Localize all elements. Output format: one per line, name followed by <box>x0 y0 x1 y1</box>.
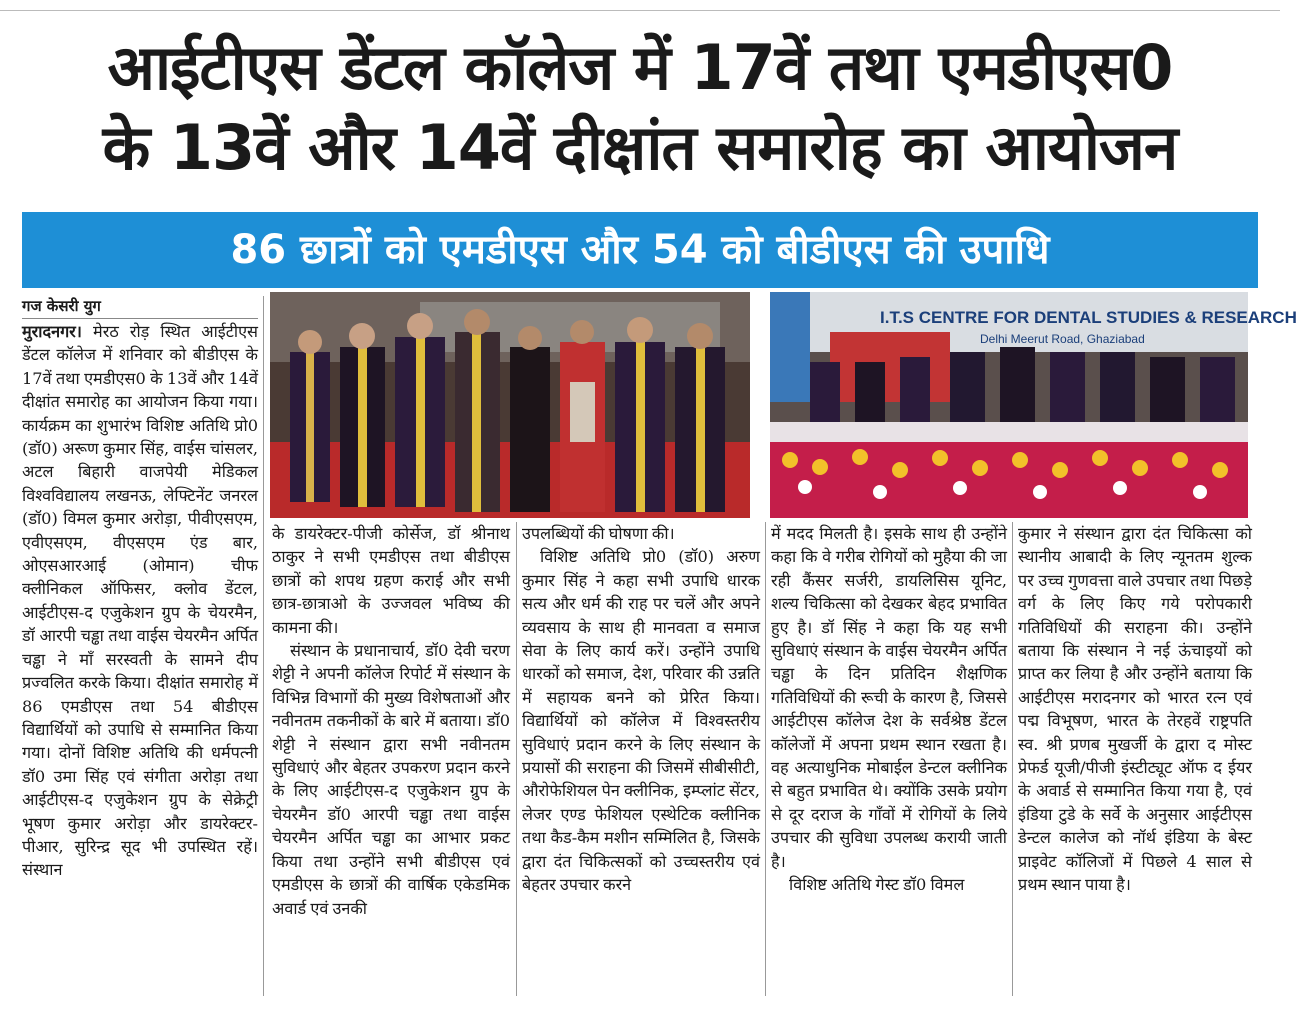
article-column-4 <box>771 522 1007 897</box>
ceremony-photo-icon <box>270 292 750 518</box>
column-divider-1 <box>263 296 264 996</box>
col4-paragraph-2: विशिष्ट अतिथि गेस्ट डॉ0 विमल <box>789 875 965 895</box>
headline-line-2: के 13वें और 14वें दीक्षांत समारोह का आयोजन <box>102 111 1178 184</box>
column-divider-4 <box>1012 522 1013 996</box>
article-column-5 <box>1018 522 1252 897</box>
col2-paragraph-1: के डायरेक्टर-पीजी कोर्सेज, डॉ श्रीनाथ ठाकुर ने सभी एमडीएस तथा बीडीएस छात्रों को शपथ ग्रहण कराई और सभी छात्र-छात्राओ के उज्जवल भविष्य की कामना की। <box>272 524 510 637</box>
ceremony-photo-left <box>270 292 750 518</box>
byline: गज केसरी युग <box>22 296 258 319</box>
col3-paragraph-2: विशिष्ट अतिथि प्रो0 (डॉ0) अरुण कुमार सिंह ने कहा सभी उपाधि धारक सत्य और धर्म की राह पर चलें और अपने व्यवसाय के साथ ही मानवता व समाज सेवा के लिए कार्य करें। उन्होंने उपाधि धारकों को समाज, देश, परिवार की उन्नति में सहायक बनने को प्रेरित किया। विद्यार्थियों को कॉलेज में विश्वस्तरीय सुविधाएं प्रदान करने के लिए संस्थान के प्रयासों की सराहना की जिसमें सीबीसीटी, औरोफेशियल पेन क्लीनिक, इम्प्लांट सेंटर, लेजर एण्ड फेशियल एस्थेटिक क्लीनिक तथा कैड-कैम मशीन सम्मिलित है, जिसके द्वारा दंत चिकित्सकों को उच्चस्तरीय एवं बेहतर उपचार करने <box>522 547 760 895</box>
ceremony-photo-right <box>770 292 1297 518</box>
col2-paragraph-2: संस्थान के प्रधानाचार्य, डॉ0 देवी चरण शेट्टी ने अपनी कॉलेज रिपोर्ट में संस्थान के विभिन्न विभागों की मुख्य विशेषताओं और नवीनतम तकनीकों के बारे में बताया। डॉ0 शेट्टी ने संस्थान द्वारा सभी नवीनतम सुविधाएं और बेहतर उपकरण प्रदान करने के लिए आईटीएस-द एजुकेशन ग्रुप के चेयरमैन डॉ0 आरपी चड्ढा तथा वाईस चेयरमैन अर्पित चड्ढा का आभार प्रकट किया तथा उन्होंने सभी बीडीएस एवं एमडीएस के छात्रों की वार्षिक एकेडमिक अवार्ड एवं उनकी <box>272 641 510 918</box>
column-divider-3 <box>765 522 766 996</box>
column-divider-2 <box>516 522 517 996</box>
banner-subtitle: Delhi Meerut Road, Ghaziabad <box>980 332 1145 346</box>
banner-title: I.T.S CENTRE FOR DENTAL STUDIES & RESEARCH <box>880 308 1297 327</box>
dateline: मुरादनगर। <box>22 322 82 341</box>
article-column-3 <box>522 522 760 897</box>
col4-paragraph-1: में मदद मिलती है। इसके साथ ही उन्होंने कहा कि वे गरीब रोगियों को मुहैया की जा रही कैंसर सर्जरी, डायलिसिस यूनिट, शल्य चिकित्सा को देखकर बेहद प्रभावित हुए है। डॉ सिंह ने कहा कि यह सभी सुविधाएं संस्थान के वाईस चेयरमैन अर्पित चड्ढा के दिन प्रतिदिन शैक्षणिक गतिविधियों की रूची के कारण है, जिससे आईटीएस कॉलेज देश के सर्वश्रेष्ठ डेंटल कॉलेजों में अपना प्रथम स्थान रखता है। वह अत्याधुनिक मोबाईल डेन्टल क्लीनिक से बहुत प्रभावित थे। क्योंकि उसके प्रयोग से दूर दराज के गाँवों में रोगियों के लिये उपचार की सुविधा उपलब्ध करायी जाती है। <box>771 524 1007 871</box>
top-border <box>0 0 1280 11</box>
article-column-2 <box>272 522 510 920</box>
col3-paragraph-1: उपलब्धियों की घोषणा की। <box>522 524 675 543</box>
headline-line-1: आईटीएस डेंटल कॉलेज में 17वें तथा एमडीएस0 <box>107 31 1173 104</box>
col1-text: मेरठ रोड़ स्थित आईटीएस डेंटल कॉलेज में शनिवार को बीडीएस के 17वें तथा एमडीएस0 के 13वें और 14वें दीक्षांत समारोह का आयोजन किया गया। कार्यक्रम का शुभारंभ विशिष्ट अतिथि प्रो0 (डॉ0) अरूण कुमार सिंह, वाईस चांसलर, अटल बिहारी वाजपेयी मेडिकल विश्वविद्यालय लखनऊ, लेफ्टिनेंट जनरल (डॉ0) विमल कुमार अरोड़ा, पीवीएसएम, एवीएसएम, वीएसएम एंड बार, ओएसआरआई (ओमान) चीफ क्लीनिकल ऑफिसर, क्लोव डेंटल, आईटीएस-द एजुकेशन ग्रुप के चेयरमैन, डॉ आरपी चड्ढा तथा वाईस चेयरमैन अर्पित चड्ढा ने माँ सरस्वती के सामने दीप प्रज्वलित करके किया। दीक्षांत समारोह में 86 एमडीएस तथा 54 बीडीएस विद्यार्थियों को उपाधि से सम्मानित किया गया। दोनों विशिष्ट अतिथि की धर्मपत्नी डॉ0 उमा सिंह एवं संगीता अरोड़ा तथा आईटीएस-द एजुकेशन ग्रुप के सेक्रेट्री भूषण कुमार अरोड़ा और डायरेक्टर-पीआर, सुरिन्द्र सूद भी उपस्थित रहें। संस्थान <box>22 322 258 880</box>
col5-paragraph-1: कुमार ने संस्थान द्वारा दंत चिकित्सा को स्थानीय आबादी के लिए न्यूनतम शुल्क पर उच्च गुणवत्ता वाले उपचार तथा पिछड़े वर्ग के लिए किए गये परोपकारी गतिविधियों की सराहना की। उन्होंने बताया कि संस्थान ने नई ऊंचाइयों को प्राप्त कर लिया है और उन्होंने बताया कि आईटीएस मरादनगर को भारत रत्न एवं पद्म विभूषण, भारत के तेरहवें राष्ट्रपति स्व. श्री प्रणब मुखर्जी के द्वारा द मोस्ट प्रेफर्ड यूजी/पीजी इंस्टीट्यूट ऑफ द ईयर के अवार्ड से सम्मानित किया गया है, एवं इंडिया टुडे के सर्वे के अनुसार आईटीएस डेन्टल कालेज को नॉर्थ इंडिया के बेस्ट प्राइवेट कॉलिजों में पिछले 4 साल से प्रथम स्थान पाया है। <box>1018 524 1252 895</box>
headline <box>18 28 1262 188</box>
article-column-1 <box>22 320 258 882</box>
subheadline-band: 86 छात्रों को एमडीएस और 54 को बीडीएस की उपाधि <box>22 212 1258 288</box>
